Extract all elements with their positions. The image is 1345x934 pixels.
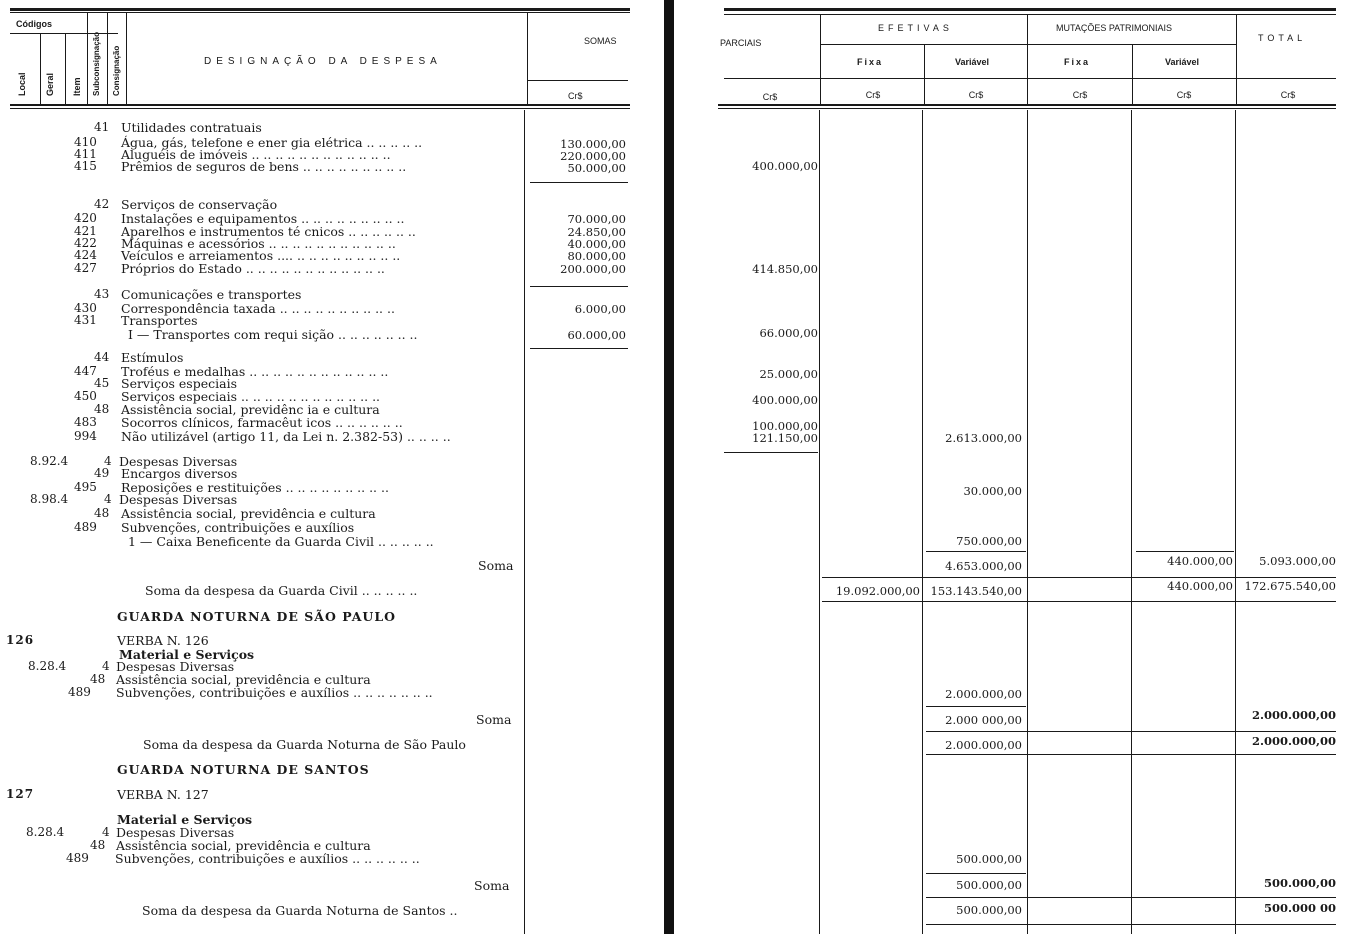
row-parciais: 66.000,00 (759, 326, 818, 340)
row-parciais: 400.000,00 (752, 393, 818, 407)
row-designacao: I — Transportes com requi sição .. .. .. .. .. .. .. (128, 327, 418, 342)
gnsp-material: Material e Serviços (119, 647, 255, 662)
gnsp-r1-desc: Despesas Diversas (116, 659, 235, 674)
efetivas-variavel-unit: Cr$ (968, 90, 984, 100)
subconsignacao-header: Subconsignação (92, 31, 101, 96)
row-somas: 50.000,00 (567, 161, 626, 175)
row-designacao: Instalações e equipamentos .. .. .. .. .. .. .. .. .. (121, 211, 405, 226)
row-somas: 220.000,00 (560, 149, 626, 163)
efetivas-header: EFETIVAS (878, 23, 953, 33)
row-code: 415 (74, 159, 97, 173)
row-designacao: Comunicações e transportes (121, 287, 302, 302)
efetivas-variavel-header: Variável (955, 57, 990, 67)
row-designacao: Assistência social, previdência e cultura (121, 506, 376, 521)
mutacoes-variavel-unit: Cr$ (1176, 90, 1192, 100)
row-designacao: Não utilizável (artigo 11, da Lei n. 2.382-53) .. .. .. .. (121, 429, 451, 444)
gc-total-variavel: 153.143.540,00 (930, 584, 1022, 598)
codigos-header: Códigos (16, 19, 52, 29)
gns-total-label: Soma da despesa da Guarda Noturna de Santos .. (142, 903, 458, 918)
gns-geral: 8.28.4 (26, 825, 65, 839)
gnsp-r1-code: 4 (102, 659, 110, 673)
row-code: 450 (74, 389, 97, 403)
row-geral-code: 8.92.4 (30, 454, 69, 468)
row-somas: 130.000,00 (560, 137, 626, 151)
gns-r2-code: 48 (90, 838, 106, 852)
gnsp-soma-total: 2.000.000,00 (1251, 708, 1336, 722)
somas-header: SOMAS (584, 36, 617, 46)
gns-r1-code: 4 (102, 825, 110, 839)
gnsp-title: GUARDA NOTURNA DE SÃO PAULO (117, 609, 397, 624)
row-parciais: 400.000,00 (752, 159, 818, 173)
designacao-header: DESIGNAÇÃO DA DESPESA (204, 56, 442, 67)
gns-soma-total: 500.000,00 (1263, 876, 1336, 890)
gnsp-total-label: Soma da despesa da Guarda Noturna de São Paulo (143, 737, 466, 752)
gns-total-variavel: 500.000,00 (956, 903, 1022, 917)
row-designacao: Estímulos (121, 350, 184, 365)
row-code: 411 (74, 147, 97, 161)
row-code: 427 (74, 261, 97, 275)
row-code: 48 (94, 402, 110, 416)
page-gutter (664, 0, 674, 934)
total-unit: Cr$ (1280, 90, 1296, 100)
row-code: 49 (94, 466, 110, 480)
gns-soma-label: Soma (474, 878, 510, 893)
row-code: 43 (94, 287, 110, 301)
row-somas: 200.000,00 (560, 262, 626, 276)
parciais-unit: Cr$ (762, 92, 778, 102)
row-code: 447 (74, 364, 97, 378)
row-designacao: Serviços de conservação (121, 197, 278, 212)
row-designacao: Água, gás, telefone e ener gia elétrica .. .. .. .. .. (121, 135, 423, 150)
row-efetivas-variavel: 2.613.000,00 (945, 431, 1022, 445)
row-somas: 70.000,00 (567, 212, 626, 226)
gns-material: Material e Serviços (117, 812, 253, 827)
row-code: 424 (74, 248, 97, 262)
row-designacao: Encargos diversos (121, 466, 238, 481)
row-designacao: Aparelhos e instrumentos té cnicos .. .. .. .. .. .. (121, 224, 416, 239)
gnsp-local: 126 (6, 633, 35, 647)
row-code: 41 (94, 120, 110, 134)
row-somas: 80.000,00 (567, 249, 626, 263)
gns-r3-desc: Subvenções, contribuições e auxílios .. .. .. .. .. .. (115, 851, 420, 866)
gns-title: GUARDA NOTURNA DE SANTOS (117, 762, 370, 777)
gns-total-total: 500.000 00 (1263, 901, 1336, 915)
mutacoes-fixa-header: Fixa (1064, 57, 1091, 67)
row-code: 431 (74, 313, 97, 327)
row-designacao: Utilidades contratuais (121, 120, 262, 135)
gnsp-r3-code: 489 (68, 685, 91, 699)
row-code: 430 (74, 301, 97, 315)
gc-total-total: 172.675.540,00 (1244, 579, 1336, 593)
gnsp-r3-variavel: 2.000.000,00 (945, 687, 1022, 701)
row-designacao: Socorros clínicos, farmacêut icos .. .. .. .. .. .. (121, 415, 403, 430)
gnsp-soma-variavel: 2.000 000,00 (945, 713, 1022, 727)
row-parciais: 100.000,00 (752, 419, 818, 433)
row-code: 420 (74, 211, 97, 225)
row-code: 4 (104, 454, 112, 468)
row-designacao: Despesas Diversas (119, 492, 238, 507)
row-code: 994 (74, 429, 97, 443)
row-efetivas-variavel: 30.000,00 (963, 484, 1022, 498)
row-parciais: 25.000,00 (759, 367, 818, 381)
row-designacao: Troféus e medalhas .. .. .. .. .. .. .. .. .. .. .. .. (121, 364, 389, 379)
row-code: 45 (94, 376, 110, 390)
row-designacao: Subvenções, contribuições e auxílios (121, 520, 355, 535)
gc-soma-total: 5.093.000,00 (1259, 554, 1336, 568)
efetivas-fixa-unit: Cr$ (865, 90, 881, 100)
gnsp-r2-code: 48 (90, 672, 106, 686)
row-designacao: Assistência social, previdênc ia e cultura (121, 402, 380, 417)
gnsp-total-total: 2.000.000,00 (1251, 734, 1336, 748)
somas-unit: Cr$ (568, 91, 583, 101)
row-somas: 40.000,00 (567, 237, 626, 251)
row-somas: 24.850,00 (567, 225, 626, 239)
gns-local: 127 (6, 787, 35, 801)
gc-total-label: Soma da despesa da Guarda Civil .. .. .. .. .. (145, 583, 418, 598)
row-designacao: Serviços especiais .. .. .. .. .. .. .. .. .. .. .. .. (121, 389, 381, 404)
row-code: 48 (94, 506, 110, 520)
row-designacao: Correspondência taxada .. .. .. .. .. .. .. .. .. .. (121, 301, 395, 316)
efetivas-fixa-header: Fixa (857, 57, 884, 67)
gnsp-soma-label: Soma (476, 712, 512, 727)
item-header: Item (72, 77, 82, 96)
row-designacao: Aluguéis de imóveis .. .. .. .. .. .. .. .. .. .. .. .. (121, 147, 391, 162)
gc-total-mut-variavel: 440.000,00 (1167, 579, 1233, 593)
gc-total-fixa: 19.092.000,00 (835, 584, 920, 598)
total-header: TOTAL (1258, 33, 1307, 43)
row-designacao: Veículos e arreiamentos .... .. .. .. .. .. .. .. .. .. (121, 248, 401, 263)
row-code: 4 (104, 492, 112, 506)
row-designacao: Prêmios de seguros de bens .. .. .. .. .. .. .. .. .. (121, 159, 407, 174)
gnsp-total-variavel: 2.000.000,00 (945, 738, 1022, 752)
row-code: 422 (74, 236, 97, 250)
gc-soma-label: Soma (478, 558, 514, 573)
row-parciais: 121.150,00 (752, 431, 818, 445)
row-designacao: 1 — Caixa Beneficente da Guarda Civil .. .. .. .. .. (128, 534, 434, 549)
gnsp-verba: VERBA N. 126 (117, 633, 209, 648)
row-designacao: Reposições e restituições .. .. .. .. .. .. .. .. .. (121, 480, 389, 495)
row-code: 410 (74, 135, 97, 149)
gc-soma-variavel: 4.653.000,00 (945, 559, 1022, 573)
row-somas: 6.000,00 (574, 302, 626, 316)
row-code: 495 (74, 480, 97, 494)
gns-r2-desc: Assistência social, previdência e cultura (116, 838, 371, 853)
mutacoes-fixa-unit: Cr$ (1072, 90, 1088, 100)
mutacoes-header: MUTAÇÕES PATRIMONIAIS (1056, 23, 1173, 33)
gns-soma-variavel: 500.000,00 (956, 878, 1022, 892)
local-header: Local (17, 72, 27, 96)
gns-verba: VERBA N. 127 (117, 787, 209, 802)
gns-r3-variavel: 500.000,00 (956, 852, 1022, 866)
row-designacao: Serviços especiais (121, 376, 237, 391)
gc-soma-mut-variavel: 440.000,00 (1167, 554, 1233, 568)
gnsp-r3-desc: Subvenções, contribuições e auxílios .. .. .. .. .. .. .. (116, 685, 433, 700)
row-somas: 60.000,00 (567, 328, 626, 342)
row-code: 489 (74, 520, 97, 534)
row-code: 44 (94, 350, 110, 364)
row-designacao: Máquinas e acessórios .. .. .. .. .. .. .. .. .. .. .. (121, 236, 396, 251)
row-geral-code: 8.98.4 (30, 492, 69, 506)
gns-r3-code: 489 (66, 851, 89, 865)
gns-r1-desc: Despesas Diversas (116, 825, 235, 840)
mutacoes-variavel-header: Variável (1165, 57, 1200, 67)
row-code: 42 (94, 197, 110, 211)
row-code: 421 (74, 224, 97, 238)
row-designacao: Transportes (121, 313, 198, 328)
geral-header: Geral (45, 72, 55, 96)
parciais-header: PARCIAIS (720, 38, 762, 48)
row-efetivas-variavel: 750.000,00 (956, 534, 1022, 548)
row-designacao: Despesas Diversas (119, 454, 238, 469)
row-parciais: 414.850,00 (752, 262, 818, 276)
row-code: 483 (74, 415, 97, 429)
row-designacao: Próprios do Estado .. .. .. .. .. .. .. .. .. .. .. .. (121, 261, 385, 276)
gnsp-geral: 8.28.4 (28, 659, 67, 673)
consignacao-header: Consignação (112, 45, 121, 96)
gnsp-r2-desc: Assistência social, previdência e cultura (116, 672, 371, 687)
